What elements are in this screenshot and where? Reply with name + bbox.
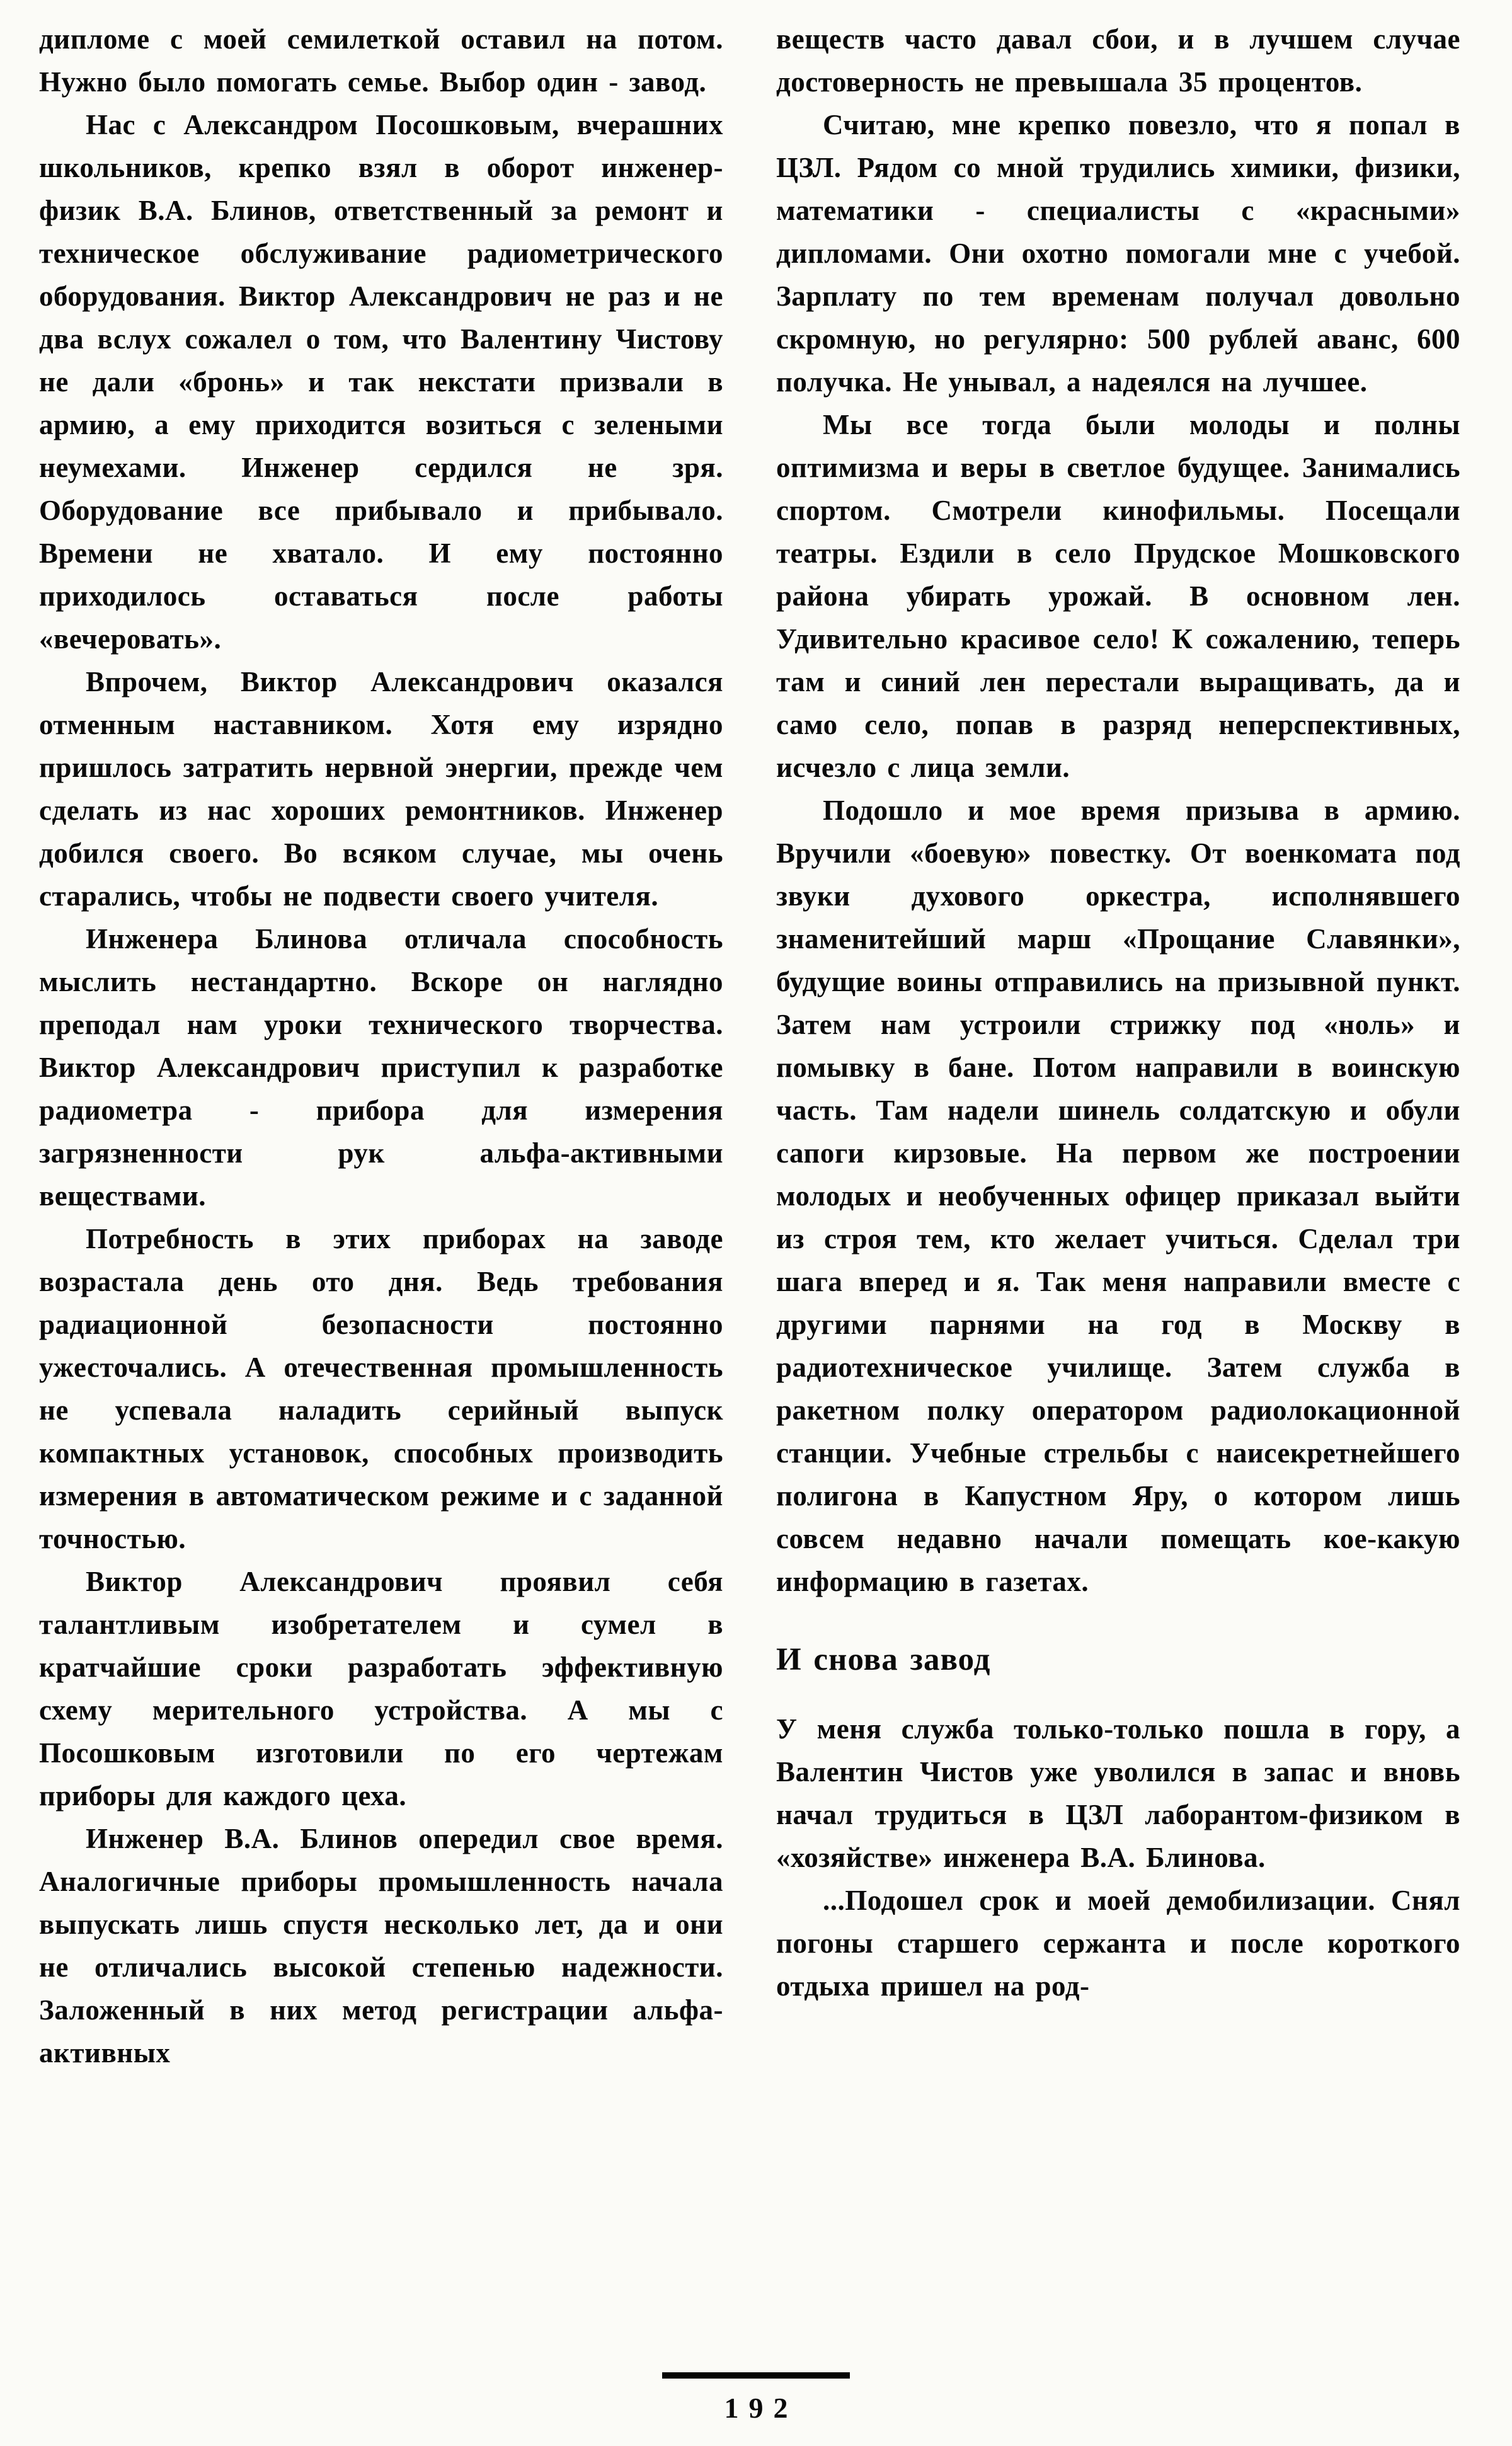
paragraph: Нас с Александром Посошковым, вчерашних школьников, крепко взял в оборот инженер-физик В.А. Блинов, ответственный за ремонт и техническое обслуживание радиометрического оборудования. Виктор Александрович не раз и не два вслух сожалел о том, что Валентину Чистову не дали «бронь» и так некстати призвали в армию, а ему приходится возиться с зелеными неумехами. Инженер сердился не зря. Оборудование все прибывало и прибывало. Времени не хватало. И ему постоянно приходилось оставаться после работы «вечеровать». [39, 109, 723, 655]
paragraph: Подошло и мое время призыва в армию. Вручили «боевую» повестку. От военкомата под звуки духового оркестра, исполнявшего знаменитейший марш «Прощание Славянки», будущие воины отправились на призывной пункт. Затем нам устроили стрижку под «ноль» и помывку в бане. Потом направили в воинскую часть. Там надели шинель солдатскую и обули сапоги кирзовые. На первом же построении молодых и необученных офицер приказал выйти из строя тем, кто желает учиться. Сделал три шага вперед и я. Так меня направили вместе с другими парнями на год в Москву в радиотехническое училище. Затем служба в ракетном полку оператором радиолокационной станции. Учебные стрельбы с наисекретнейшего полигона в Капустном Яру, о котором лишь совсем недавно начали помещать кое-какую информацию в газетах. [776, 795, 1460, 1597]
paragraph: ...Подошел срок и моей демобилизации. Снял погоны старшего сержанта и после короткого отдыха пришел на род- [776, 1885, 1460, 2002]
paragraph: веществ часто давал сбои, и в лучшем случае достоверность не превышала 35 процентов. [776, 23, 1460, 98]
paragraph: Виктор Александрович проявил себя талантливым изобретателем и сумел в кратчайшие сроки разработать эффективную схему мерительного устройства. А мы с Посошковым изготовили по его чертежам приборы для каждого цеха. [39, 1566, 723, 1812]
paragraph: дипломе с моей семилеткой оставил на потом. Нужно было помогать семье. Выбор один - завод. [39, 23, 723, 98]
footer-rule [662, 2372, 850, 2379]
paragraph: У меня служба только-только пошла в гору, а Валентин Чистов уже уволился в запас и вновь начал трудиться в ЦЗЛ лаборантом-физиком в «хозяйстве» инженера В.А. Блинова. [776, 1713, 1460, 1873]
section-heading: И снова завод [776, 1642, 991, 1677]
page-number: 192 [724, 2392, 798, 2424]
page-footer [0, 2372, 1512, 2425]
paragraph: Потребность в этих приборах на заводе возрастала день ото дня. Ведь требования радиационной безопасности постоянно ужесточались. А отечественная промышленность не успевала наладить серийный выпуск компактных установок, способных производить измерения в автоматическом режиме и с заданной точностью. [39, 1223, 723, 1554]
text-columns [39, 18, 1475, 2321]
paragraph: Мы все тогда были молоды и полны оптимизма и веры в светлое будущее. Занимались спортом. Смотрели кинофильмы. Посещали театры. Ездили в село Прудское Мошковского района убирать урожай. В основном лен. Удивительно красивое село! К сожалению, теперь там и синий лен перестали выращивать, да и само село, попав в разряд неперспективных, исчезло с лица земли. [776, 409, 1460, 783]
paragraph: Инженер В.А. Блинов опередил свое время. Аналогичные приборы промышленность начала выпускать лишь спустя несколько лет, да и они не отличались высокой степенью надежности. Заложенный в них метод регистрации альфа-активных [39, 1823, 723, 2069]
left-column [39, 18, 723, 2321]
paragraph: Инженера Блинова отличала способность мыслить нестандартно. Вскоре он наглядно преподал нам уроки технического творчества. Виктор Александрович приступил к разработке радиометра - прибора для измерения загрязненности рук альфа-активными веществами. [39, 923, 723, 1212]
right-column [776, 18, 1460, 2321]
paragraph: Впрочем, Виктор Александрович оказался отменным наставником. Хотя ему изрядно пришлось затратить нервной энергии, прежде чем сделать из нас хороших ремонтников. Инженер добился своего. Во всяком случае, мы очень старались, чтобы не подвести своего учителя. [39, 666, 723, 912]
paragraph: Считаю, мне крепко повезло, что я попал в ЦЗЛ. Рядом со мной трудились химики, физики, математики - специалисты с «красными» дипломами. Они охотно помогали мне с учебой. Зарплату по тем временам получал довольно скромную, но регулярно: 500 рублей аванс, 600 получка. Не унывал, а надеялся на лучшее. [776, 109, 1460, 398]
